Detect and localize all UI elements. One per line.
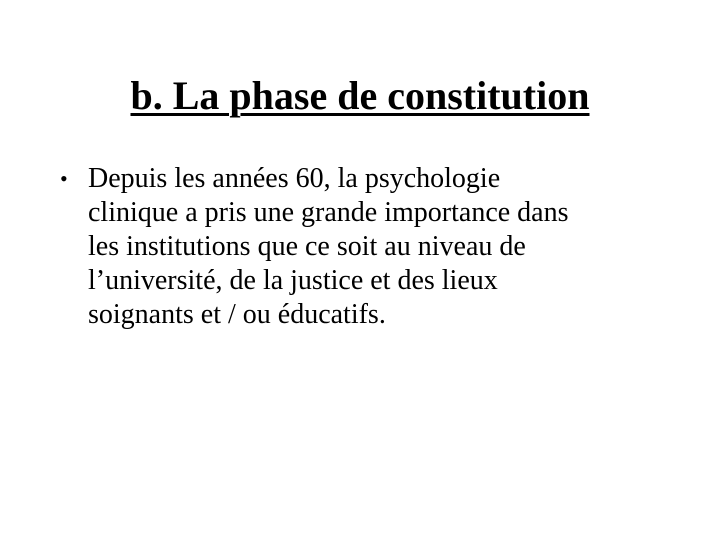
slide-title: b. La phase de constitution bbox=[130, 73, 590, 118]
bullet-list bbox=[60, 162, 620, 332]
bullet-text-line-3: les institutions que ce soit au niveau de bbox=[88, 231, 526, 262]
bullet-marker: • bbox=[60, 166, 68, 191]
bullet-text-line-5: soignants et / ou éducatifs. bbox=[88, 299, 386, 330]
bullet-text-line-1: Depuis les années 60, la psychologie bbox=[88, 163, 501, 194]
bullet-text-line-4: l’université, de la justice et des lieux bbox=[88, 265, 498, 296]
bullet-text-line-2: clinique a pris une grande importance dans bbox=[88, 197, 569, 228]
bullet-item bbox=[60, 162, 620, 332]
